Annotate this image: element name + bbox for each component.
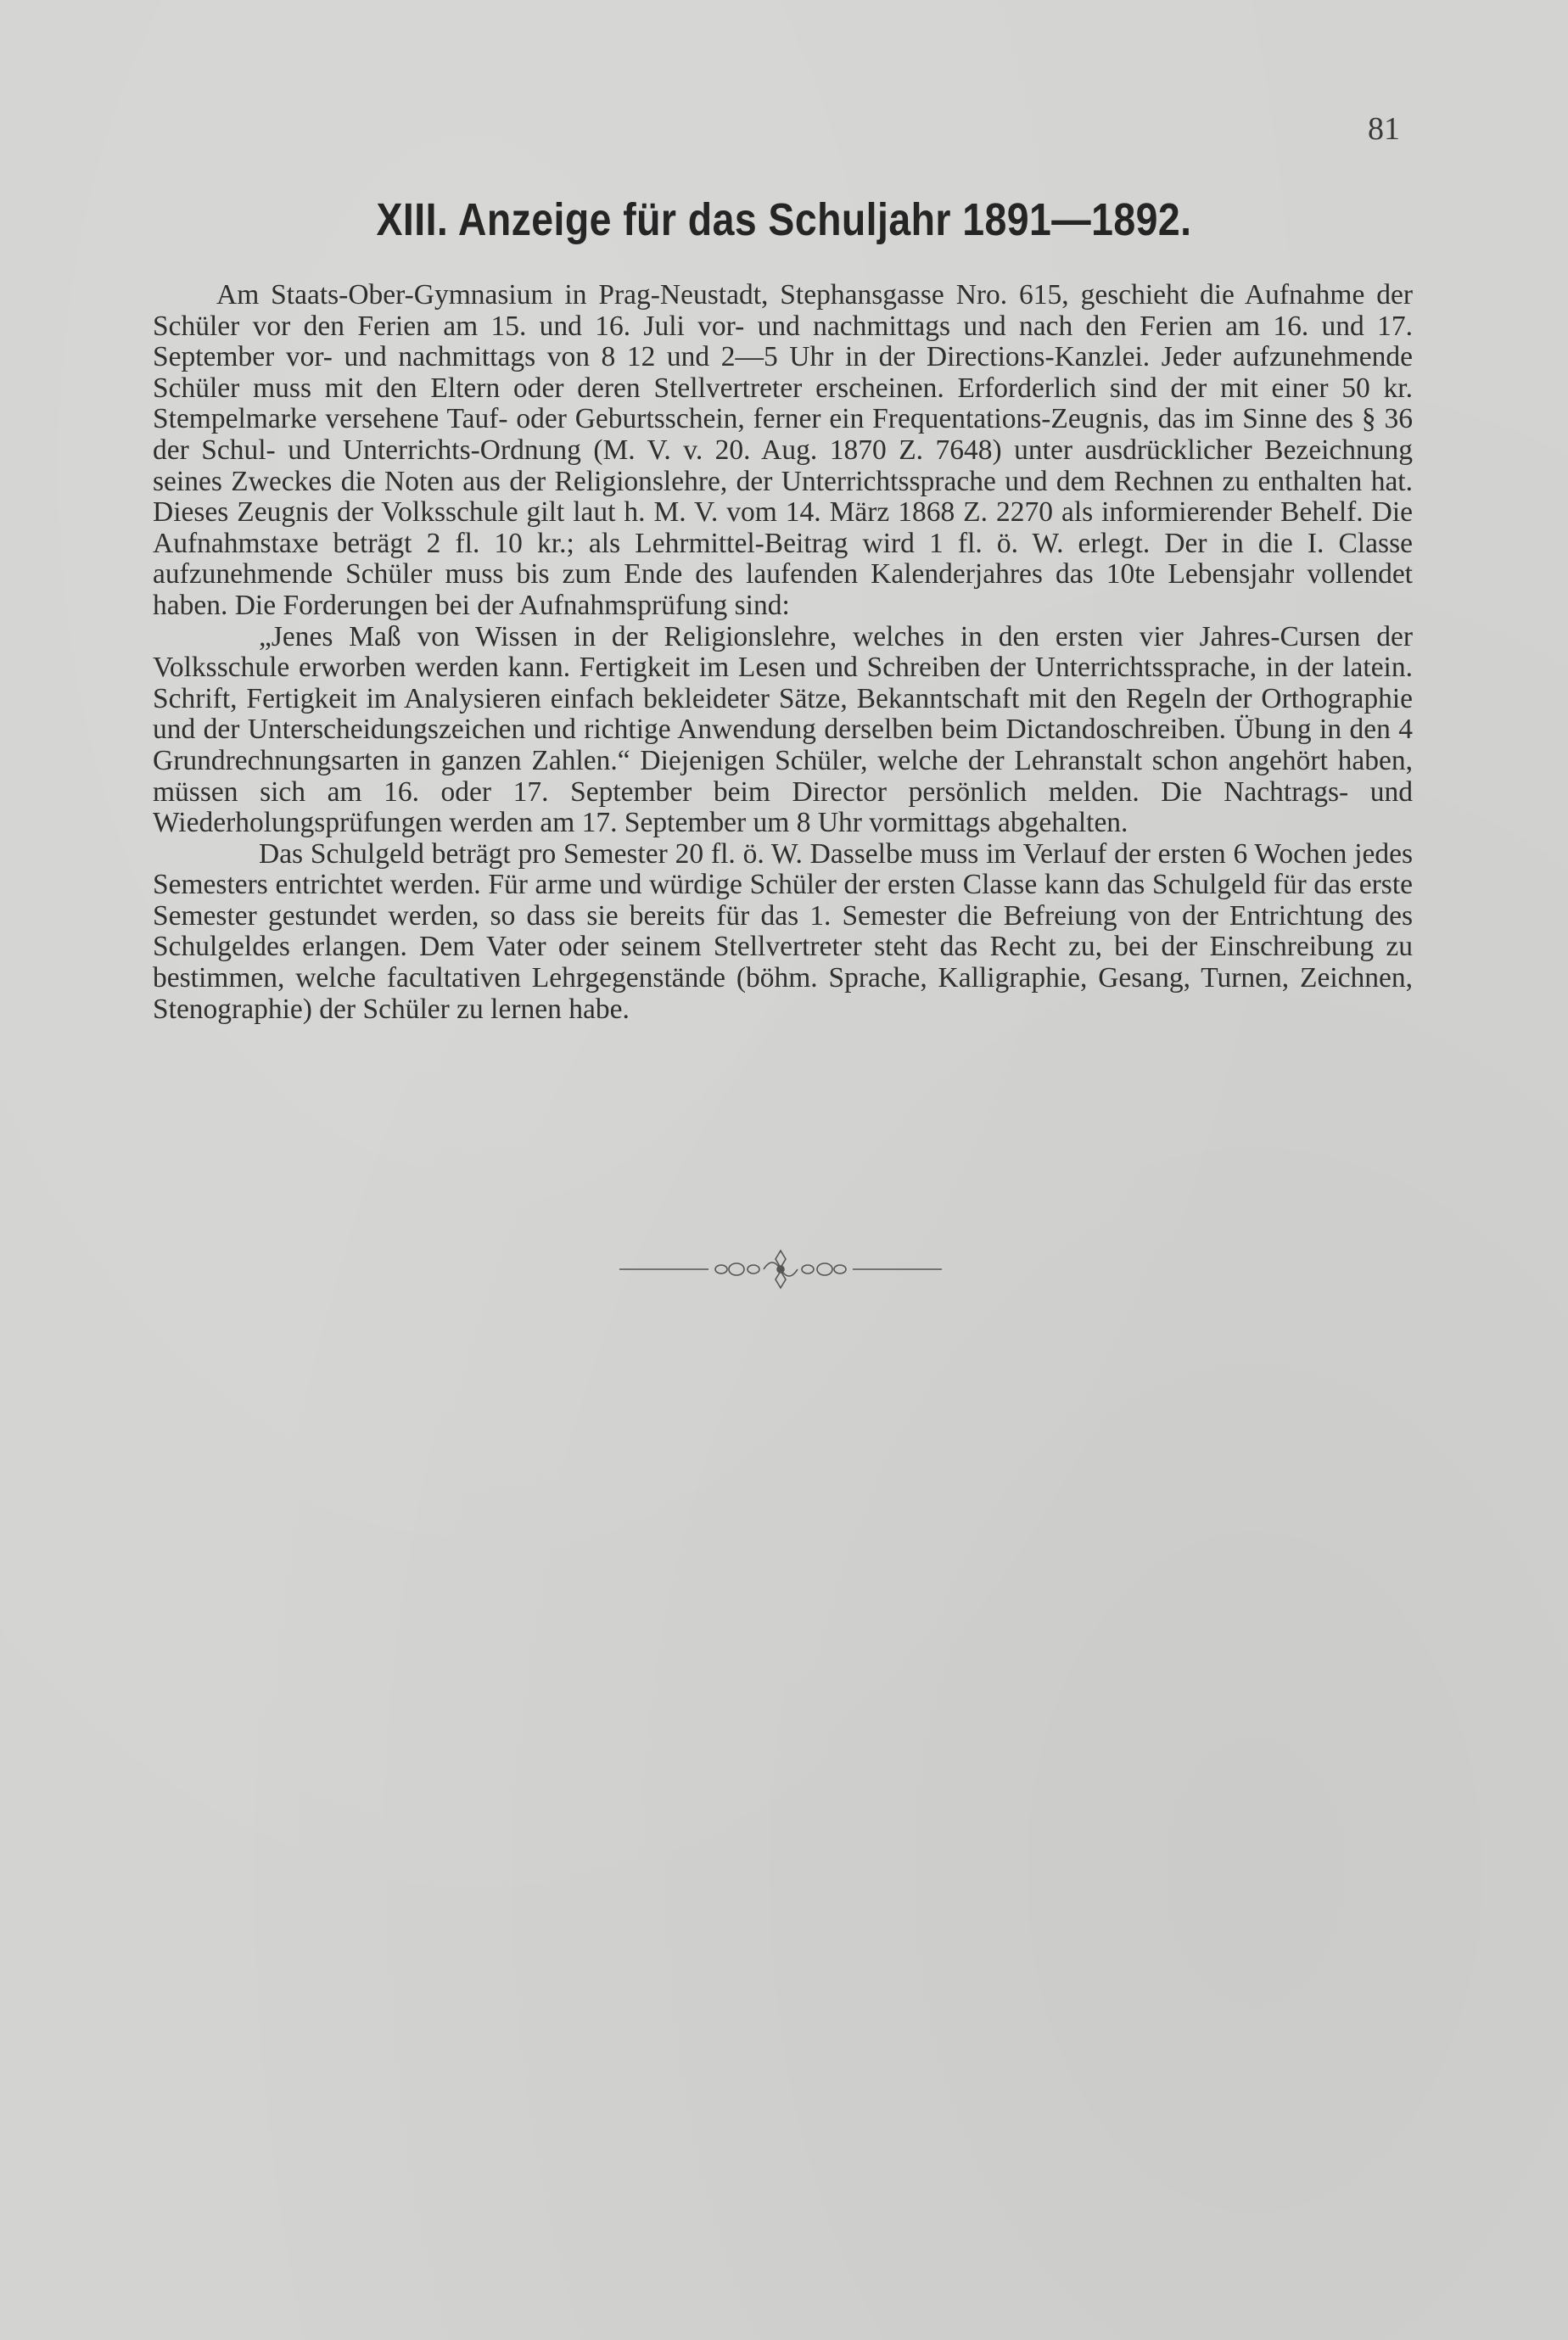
paragraph-admission: Am Staats-Ober-Gymnasium in Prag-Neustadt, Stephansgasse Nro. 615, geschieht die Aufnahme der Schüler vor den Ferien am 15. und 16. Juli vor- und nachmittags und nach den Ferien am 16. und 17. September vor- und nachmittags von 8 12 und 2—5 Uhr in der Directions-Kanzlei. Jeder aufzunehmende Schüler muss mit den Eltern oder deren Stellvertreter erscheinen. Erforderlich sind der mit einer 50 kr. Stempelmarke versehene Tauf- oder Geburtsschein, ferner ein Frequentations-Zeugnis, das im Sinne des § 36 der Schul- und Unterrichts-Ordnung (M. V. v. 20. Aug. 1870 Z. 7648) unter ausdrücklicher Bezeichnung seines Zweckes die Noten aus der Religionslehre, der Unterrichtssprache und dem Rechnen zu enthalten hat. Dieses Zeugnis der Volksschule gilt laut h. M. V. vom 14. März 1868 Z. 2270 als informierender Behelf. Die Aufnahmstaxe beträgt 2 fl. 10 kr.; als Lehrmittel-Beitrag wird 1 fl. ö. W. erlegt. Der in die I. Classe aufzunehmende Schüler muss bis zum Ende des laufenden Kalenderjahres das 10te Lebensjahr vollendet haben. Die Forderungen bei der Aufnahmsprüfung sind:	[153, 279, 1413, 621]
decorative-divider-ornament-icon	[619, 1244, 942, 1295]
body-text	[153, 280, 1413, 1025]
paragraph-tuition-fees: Das Schulgeld beträgt pro Semester 20 fl. ö. W. Dasselbe muss im Verlauf der ersten 6 Wochen jedes Semesters entrichtet werden. Für arme und würdige Schüler der ersten Classe kann das Schulgeld für das erste Semester gestundet werden, so dass sie bereits für das 1. Semester die Befreiung von der Entrichtung des Schulgeldes erlangen. Dem Vater oder seinem Stellvertreter steht das Recht zu, bei der Einschreibung zu bestimmen, welche facultativen Lehrgegenstände (böhm. Sprache, Kalligraphie, Gesang, Turnen, Zeichnen, Stenographie) der Schüler zu lernen habe.	[153, 837, 1413, 1025]
page-number: 81	[1368, 111, 1400, 147]
paragraph-exam-requirements: „Jenes Maß von Wissen in der Religionslehre, welches in den ersten vier Jahres-Cursen der Volksschule erworben werden kann. Fertigkeit im Lesen und Schreiben der Unterrichtssprache, in der latein. Schrift, Fertigkeit im Analysieren einfach bekleideter Sätze, Bekanntschaft mit den Regeln der Orthographie und der Unterscheidungszeichen und richtige Anwendung derselben beim Dictandoschreiben. Übung in den 4 Grundrechnungsarten in ganzen Zahlen.“ Diejenigen Schüler, welche der Lehranstalt schon angehört haben, müssen sich am 16. oder 17. September beim Director persönlich melden. Die Nachtrags- und Wiederholungsprüfungen werden am 17. September um 8 Uhr vormittags abgehalten.	[153, 620, 1413, 839]
section-heading: XIII. Anzeige für das Schuljahr 1891—1892.	[376, 194, 1192, 245]
